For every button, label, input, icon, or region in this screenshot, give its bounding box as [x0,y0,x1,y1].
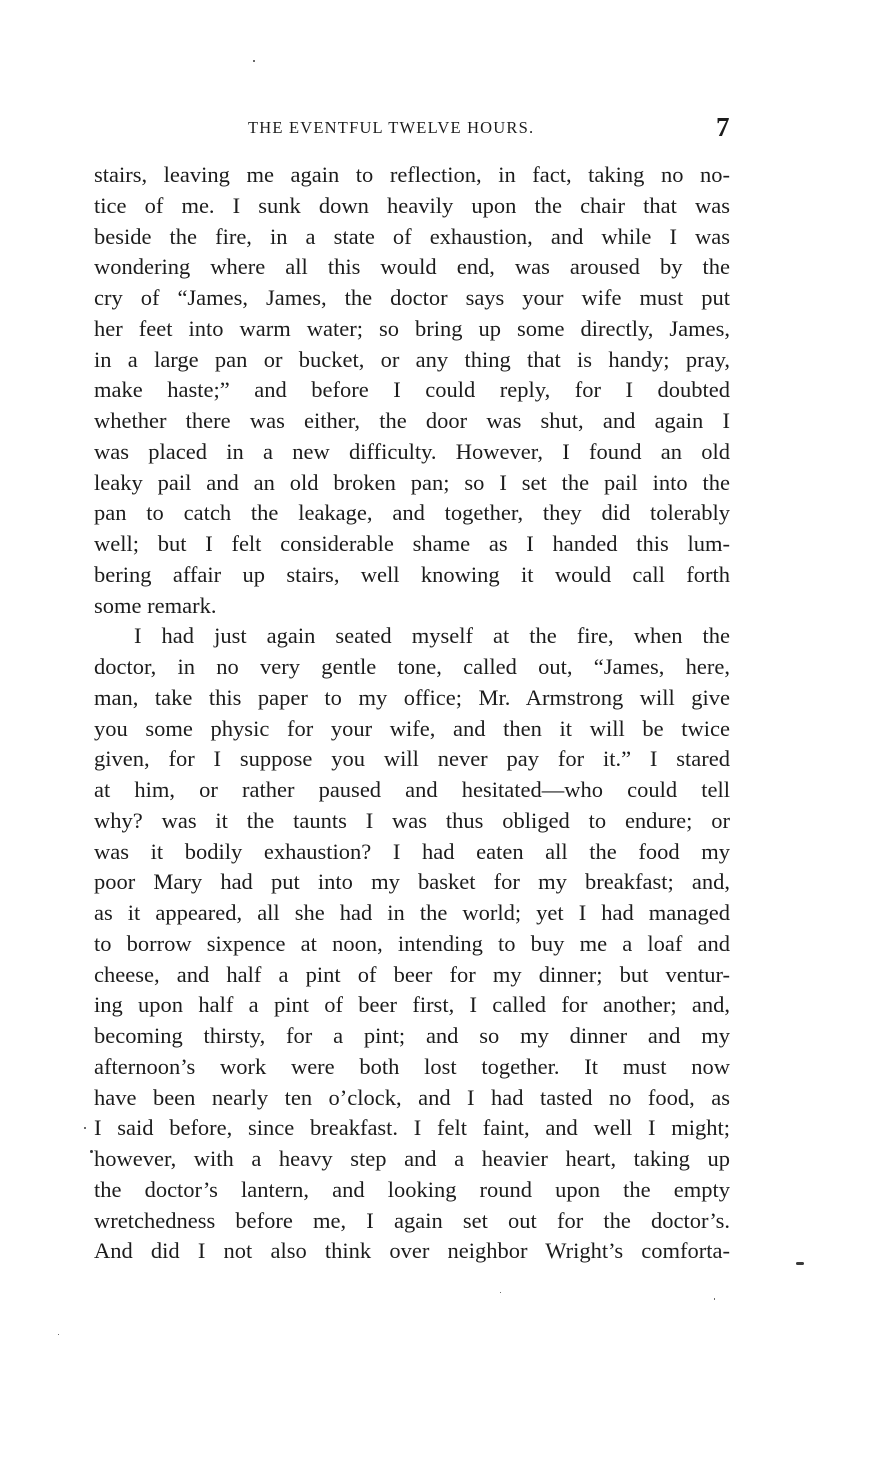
text-line: well; but I felt considerable shame as I handed this lum- [94,531,730,556]
text-line: have been nearly ten o’clock, and I had tasted no food, as [94,1084,730,1110]
text-line: bering affair up stairs, well knowing it would call forth [94,561,730,587]
text-line: you some physic for your wife, and then it will be twice [94,715,730,741]
text-line: why? was it the taunts I was thus obliged to endure; or [94,807,730,833]
text-line: doctor, in no very gentle tone, called out, “James, here, [94,654,730,679]
text-line: given, for I suppose you will never pay for it.” I stared [94,746,730,772]
page-number: 7 [716,112,730,142]
text-line: some remark. [94,592,217,618]
text-line: cheese, and half a pint of beer for my dinner; but ventur- [94,961,730,987]
text-line: man, take this paper to my office; Mr. Armstrong will give [94,684,730,710]
text-line: however, with a heavy step and a heavier heart, taking up [94,1146,730,1171]
text-line: in a large pan or bucket, or any thing that is handy; pray, [94,346,730,372]
scan-speck [253,60,255,62]
text-line: tice of me. I sunk down heavily upon the chair that was [94,192,730,218]
text-line: beside the fire, in a state of exhaustion, and while I was [94,223,730,249]
scan-speck [90,1150,93,1153]
scan-speck [500,1292,501,1293]
running-head [0,112,888,144]
text-line: stairs, leaving me again to reflection, in fact, taking no no- [94,162,730,187]
scan-speck [714,1298,715,1300]
text-line: And did I not also think over neighbor Wright’s comforta- [94,1238,730,1264]
text-line: wretchedness before me, I again set out for the doctor’s. [94,1207,730,1233]
text-line: afternoon’s work were both lost together. It must now [94,1053,730,1079]
text-line: I said before, since breakfast. I felt faint, and well I might; [94,1115,730,1141]
text-line: was it bodily exhaustion? I had eaten all the food my [94,838,730,864]
text-line: poor Mary had put into my basket for my breakfast; and, [94,869,730,895]
text-line: pan to catch the leakage, and together, they did tolerably [94,500,730,526]
scan-speck [58,1334,59,1335]
text-line: ing upon half a pint of beer first, I called for another; and, [94,992,730,1018]
text-line: was placed in a new difficulty. However, I found an old [94,438,730,464]
paragraph-1 [94,160,730,621]
body-text [94,160,730,1267]
text-line: to borrow sixpence at noon, intending to buy me a loaf and [94,930,730,956]
text-line: the doctor’s lantern, and looking round upon the empty [94,1176,730,1202]
text-line: her feet into warm water; so bring up some directly, James, [94,315,730,341]
text-line: at him, or rather paused and hesitated—who could tell [94,777,730,802]
text-line: becoming thirsty, for a pint; and so my dinner and my [94,1023,730,1048]
text-line: whether there was either, the door was shut, and again I [94,408,730,433]
text-line: cry of “James, James, the doctor says your wife must put [94,285,730,310]
scan-speck [84,1127,86,1129]
running-title: THE EVENTFUL TWELVE HOURS. [248,118,535,137]
text-line: wondering where all this would end, was aroused by the [94,254,730,280]
text-line: I had just again seated myself at the fire, when the [134,623,730,649]
text-line: as it appeared, all she had in the world; yet I had managed [94,900,730,925]
text-line: leaky pail and an old broken pan; so I set the pail into the [94,469,730,495]
text-line: make haste;” and before I could reply, for I doubted [94,377,730,403]
scan-speck [796,1262,804,1265]
paragraph-2 [94,621,730,1267]
